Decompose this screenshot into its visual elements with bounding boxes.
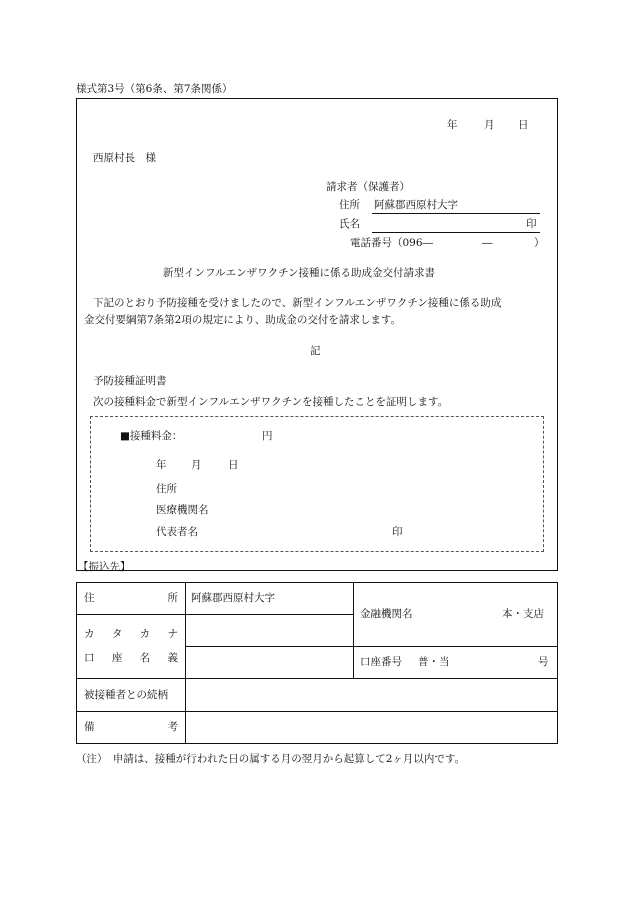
- bank-name-label: 金融機関名: [360, 608, 413, 620]
- requester-name-label: 氏名: [339, 218, 360, 230]
- cert-address-label: 住所: [156, 483, 177, 495]
- remarks-field[interactable]: [190, 715, 554, 740]
- name-underline: [372, 232, 540, 233]
- certificate-heading: 予防接種証明書: [93, 375, 167, 387]
- fee-unit: 円: [262, 430, 273, 442]
- bank-row-divider-3: [353, 646, 558, 647]
- requester-address-value[interactable]: 阿蘇郡西原村大字: [374, 199, 458, 211]
- form-title: 新型インフルエンザワクチン接種に係る助成金交付請求書: [163, 267, 436, 279]
- requester-address-label: 住所: [339, 199, 360, 211]
- address-underline: [372, 213, 540, 214]
- remarks-label: 備 考: [84, 721, 178, 733]
- body-line-2: 金交付要綱第7条第2項の規定により、助成金の交付を請求します。: [84, 314, 402, 326]
- cert-date-month: 月: [191, 459, 202, 471]
- cert-representative-label: 代表者名: [156, 526, 198, 538]
- footnote: （注） 申請は、接種が行われた日の属する月の翌月から起算して2ヶ月以内です。: [76, 753, 466, 765]
- relation-field[interactable]: [190, 683, 554, 707]
- date-month: 月: [484, 119, 495, 131]
- bank-row-divider-1: [76, 614, 354, 615]
- branch-label: 本・支店: [502, 608, 544, 620]
- transfer-heading: 【振込先】: [78, 561, 131, 573]
- date-year: 年: [447, 119, 458, 131]
- bank-kana-label: カ タ カ ナ: [84, 628, 178, 640]
- phone-dash: ―: [482, 237, 493, 249]
- bank-row-divider-5: [76, 711, 558, 712]
- bank-col-divider-1: [185, 582, 186, 744]
- certificate-statement: 次の接種料金で新型インフルエンザワクチンを接種したことを証明します。: [93, 396, 449, 408]
- body-line-1: 下記のとおり予防接種を受けましたので、新型インフルエンザワクチン接種に係る助成: [93, 297, 502, 309]
- cert-institution-label: 医療機関名: [156, 504, 209, 516]
- bank-row-divider-2: [185, 646, 354, 647]
- cert-seal: 印: [392, 526, 403, 538]
- relation-label: 被接種者との続柄: [84, 689, 168, 701]
- form-number: 様式第3号（第6条、第7条関係）: [76, 83, 233, 95]
- requester-heading: 請求者（保護者）: [326, 181, 410, 193]
- number-suffix: 号: [538, 656, 549, 668]
- phone-close: ）: [534, 237, 545, 249]
- requester-seal: 印: [526, 218, 537, 230]
- bank-col-divider-2: [353, 582, 354, 679]
- ki-mark: 記: [310, 345, 321, 357]
- phone-label: 電話番号（096―: [350, 237, 434, 249]
- addressee: 西原村長 様: [93, 152, 156, 164]
- bank-row-divider-4: [76, 678, 558, 679]
- kana-field[interactable]: [190, 620, 350, 642]
- bank-address-label: 住 所: [84, 592, 178, 604]
- fee-label: ■接種料金：: [120, 430, 183, 442]
- date-day: 日: [518, 119, 529, 131]
- cert-date-day: 日: [228, 459, 239, 471]
- account-number-label: 口座番号: [360, 656, 402, 668]
- account-type: 普・当: [418, 656, 450, 668]
- cert-date-year: 年: [156, 459, 167, 471]
- bank-holder-label: 口 座 名 義: [84, 652, 178, 664]
- account-holder-field[interactable]: [190, 651, 350, 673]
- bank-address-value[interactable]: 阿蘇郡西原村大字: [191, 592, 275, 604]
